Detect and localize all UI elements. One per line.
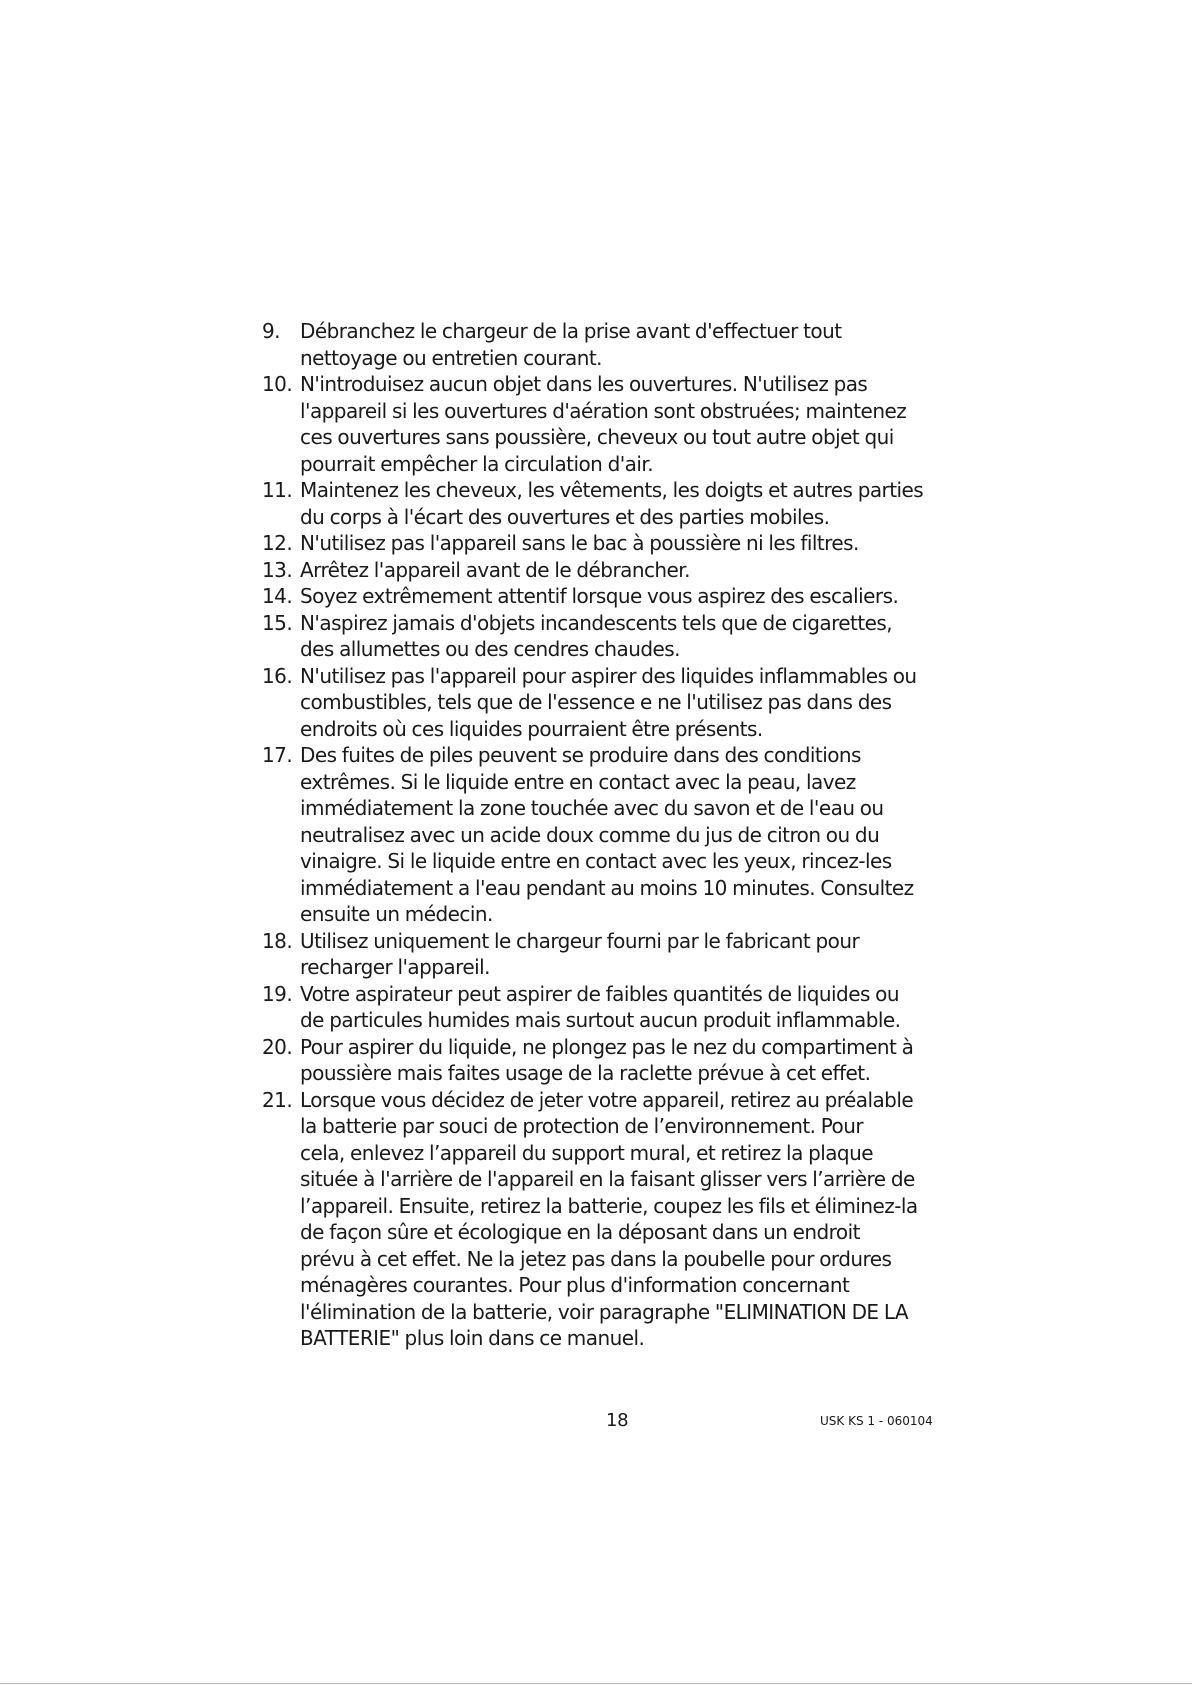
item-text-line: combustibles, tels que de l'essence e ne l'utilisez pas dans des bbox=[300, 690, 892, 714]
list-item bbox=[262, 371, 964, 477]
item-text-line: la batterie par souci de protection de l’environnement. Pour bbox=[300, 1114, 864, 1138]
item-text-line: Des fuites de piles peuvent se produire dans des conditions bbox=[300, 743, 861, 767]
item-text-line: Soyez extrêmement attentif lorsque vous aspirez des escaliers. bbox=[300, 584, 899, 608]
item-text bbox=[300, 610, 964, 663]
item-text bbox=[300, 371, 964, 477]
item-text bbox=[300, 928, 964, 981]
item-text-line: neutralisez avec un acide doux comme du jus de citron ou du bbox=[300, 822, 880, 847]
item-text-line: immédiatement a l'eau pendant au moins 10 minutes. Consultez bbox=[300, 875, 914, 900]
list-item bbox=[262, 583, 964, 610]
item-number: 15. bbox=[262, 610, 293, 635]
page-number: 18 bbox=[606, 1410, 629, 1431]
list-item bbox=[262, 663, 964, 743]
list-item bbox=[262, 530, 964, 557]
item-text-line: prévu à cet effet. Ne la jetez pas dans la poubelle pour ordures bbox=[300, 1246, 892, 1271]
item-text-line: ménagères courantes. Pour plus d'information concernant bbox=[300, 1273, 850, 1297]
item-text-line: ensuite un médecin. bbox=[300, 902, 493, 926]
list-item bbox=[262, 1034, 964, 1087]
item-text-line: Débranchez le chargeur de la prise avant d'effectuer tout bbox=[300, 319, 842, 343]
page-bottom-edge bbox=[0, 1683, 1192, 1684]
item-text-line: ces ouvertures sans poussière, cheveux ou tout autre objet qui bbox=[300, 425, 894, 449]
item-text-line: nettoyage ou entretien courant. bbox=[300, 345, 602, 370]
item-text bbox=[300, 663, 964, 743]
item-text-line: N'utilisez pas l'appareil sans le bac à poussière ni les filtres. bbox=[300, 531, 859, 555]
item-text-line: située à l'arrière de l'appareil en la faisant glisser vers l’arrière de bbox=[300, 1167, 915, 1191]
item-text-line: Pour aspirer du liquide, ne plongez pas le nez du compartiment à bbox=[300, 1034, 914, 1059]
item-text-line: N'introduisez aucun objet dans les ouvertures. N'utilisez pas bbox=[300, 372, 868, 396]
item-text-line: de particules humides mais surtout aucun produit inflammable. bbox=[300, 1008, 901, 1032]
item-text-line: des allumettes ou des cendres chaudes. bbox=[300, 637, 680, 661]
item-text bbox=[300, 1034, 964, 1087]
item-text-line: poussière mais faites usage de la raclette prévue à cet effet. bbox=[300, 1061, 871, 1085]
list-item bbox=[262, 742, 964, 928]
item-text-line: immédiatement la zone touchée avec du savon et de l'eau ou bbox=[300, 796, 884, 820]
item-number: 13. bbox=[262, 557, 293, 582]
list-item bbox=[262, 318, 964, 371]
item-number: 18. bbox=[262, 928, 293, 953]
item-number: 10. bbox=[262, 372, 293, 396]
item-text-line: pourrait empêcher la circulation d'air. bbox=[300, 451, 654, 476]
safety-instructions-list bbox=[262, 318, 964, 1352]
item-text-line: extrêmes. Si le liquide entre en contact avec la peau, lavez bbox=[300, 769, 856, 794]
item-text-line: de façon sûre et écologique en la déposant dans un endroit bbox=[300, 1220, 860, 1244]
item-text-line: Votre aspirateur peut aspirer de faibles quantités de liquides ou bbox=[300, 981, 899, 1006]
item-text-line: vinaigre. Si le liquide entre en contact avec les yeux, rincez-les bbox=[300, 849, 892, 873]
item-text-line: endroits où ces liquides pourraient être présents. bbox=[300, 716, 763, 741]
item-text-line: Utilisez uniquement le chargeur fourni par le fabricant pour bbox=[300, 928, 860, 953]
item-text bbox=[300, 318, 964, 371]
item-text-line: Arrêtez l'appareil avant de le débrancher. bbox=[300, 557, 690, 582]
item-number: 19. bbox=[262, 981, 293, 1006]
item-text bbox=[300, 477, 964, 530]
item-text-line: du corps à l'écart des ouvertures et des parties mobiles. bbox=[300, 504, 830, 529]
list-item bbox=[262, 981, 964, 1034]
item-number: 20. bbox=[262, 1034, 293, 1059]
item-text bbox=[300, 583, 964, 610]
item-text-line: l'appareil si les ouvertures d'aération sont obstruées; maintenez bbox=[300, 398, 907, 423]
item-text-line: N'utilisez pas l'appareil pour aspirer des liquides inflammables ou bbox=[300, 663, 917, 688]
list-item bbox=[262, 477, 964, 530]
item-text bbox=[300, 742, 964, 928]
list-item bbox=[262, 557, 964, 584]
item-number: 16. bbox=[262, 663, 293, 688]
item-text-line: l'élimination de la batterie, voir paragraphe "ELIMINATION DE LA bbox=[300, 1299, 908, 1324]
item-text-line: BATTERIE" plus loin dans ce manuel. bbox=[300, 1326, 645, 1350]
list-item bbox=[262, 1087, 964, 1352]
item-number: 9. bbox=[262, 319, 280, 343]
item-text bbox=[300, 981, 964, 1034]
item-number: 21. bbox=[262, 1087, 293, 1112]
item-text bbox=[300, 1087, 964, 1352]
item-text-line: l’appareil. Ensuite, retirez la batterie, coupez les fils et éliminez-la bbox=[300, 1193, 918, 1218]
item-text bbox=[300, 530, 964, 557]
item-text-line: N'aspirez jamais d'objets incandescents tels que de cigarettes, bbox=[300, 610, 893, 635]
item-number: 11. bbox=[262, 478, 293, 502]
item-text-line: cela, enlevez l’appareil du support mural, et retirez la plaque bbox=[300, 1140, 873, 1165]
item-text bbox=[300, 557, 964, 584]
item-text-line: recharger l'appareil. bbox=[300, 955, 490, 979]
list-item bbox=[262, 928, 964, 981]
item-text-line: Maintenez les cheveux, les vêtements, les doigts et autres parties bbox=[300, 478, 924, 502]
item-number: 12. bbox=[262, 531, 293, 555]
item-number: 17. bbox=[262, 743, 293, 767]
item-number: 14. bbox=[262, 584, 293, 608]
list-item bbox=[262, 610, 964, 663]
item-text-line: Lorsque vous décidez de jeter votre appareil, retirez au préalable bbox=[300, 1087, 914, 1112]
document-code: USK KS 1 - 060104 bbox=[820, 1414, 933, 1428]
